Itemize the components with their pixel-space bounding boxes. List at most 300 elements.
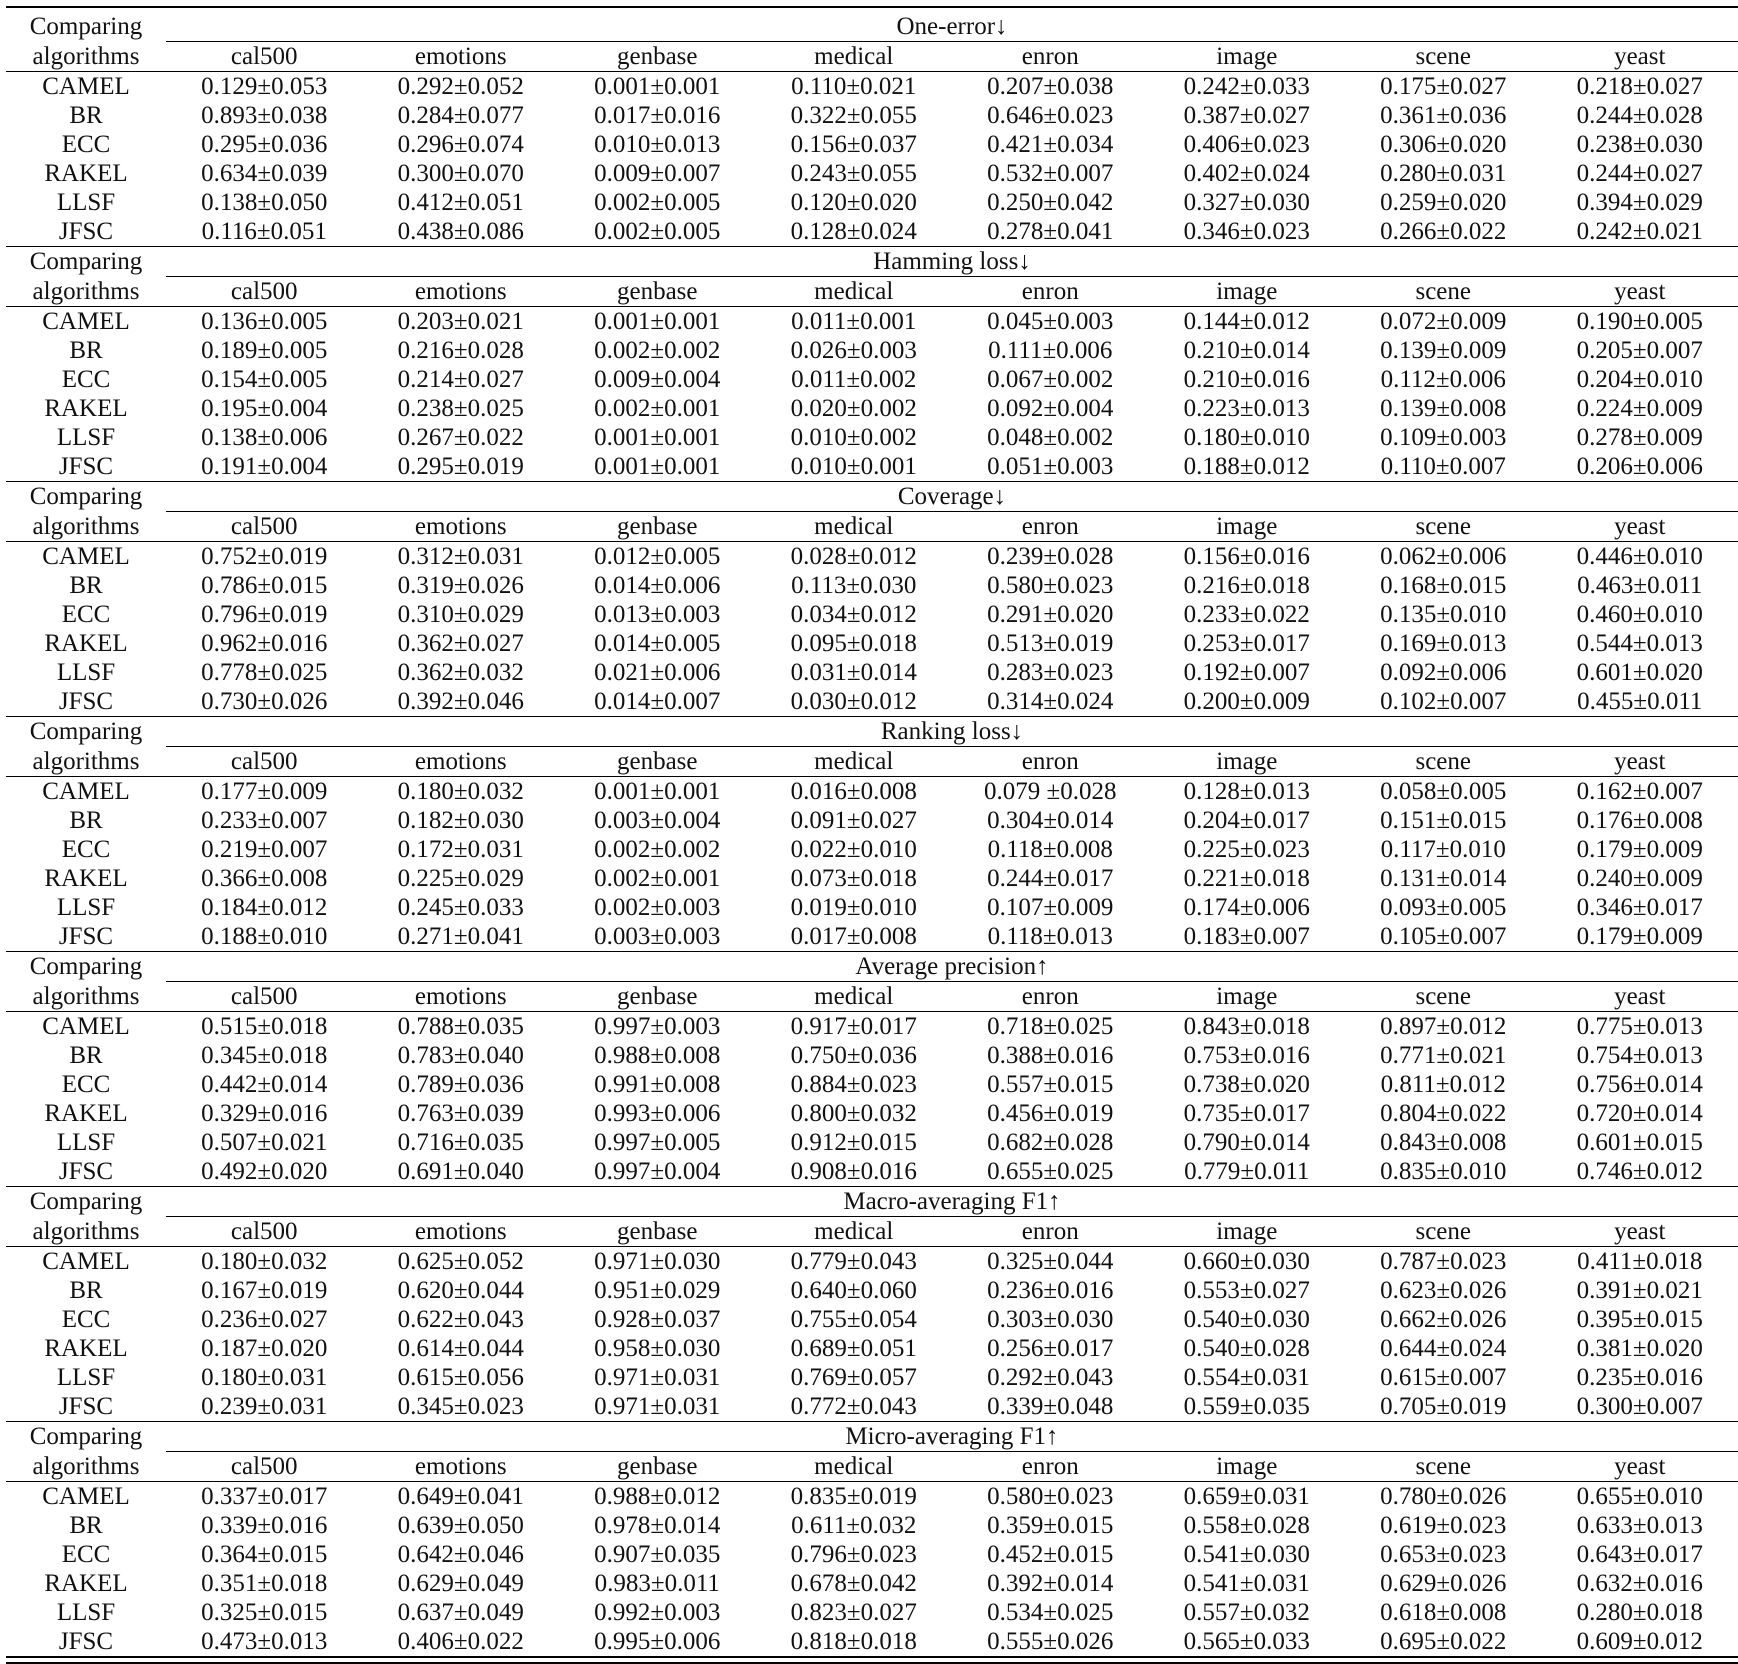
column-header-scene: scene [1345, 1452, 1542, 1482]
algorithm-name: RAKEL [6, 1099, 166, 1128]
result-cell: 0.789±0.036 [363, 1070, 560, 1099]
algorithm-name: ECC [6, 1070, 166, 1099]
result-cell: 0.188±0.012 [1149, 452, 1346, 482]
result-cell: 0.835±0.019 [756, 1482, 953, 1512]
algorithm-name: CAMEL [6, 542, 166, 572]
result-cell: 0.179±0.009 [1542, 835, 1738, 864]
result-cell: 0.011±0.002 [756, 365, 953, 394]
column-header-medical: medical [756, 42, 953, 72]
column-header-yeast: yeast [1542, 747, 1738, 777]
table-row [6, 1627, 1738, 1657]
result-cell: 0.292±0.043 [952, 1363, 1149, 1392]
table-row [6, 893, 1738, 922]
result-cell: 0.102±0.007 [1345, 687, 1542, 717]
result-cell: 0.003±0.004 [559, 806, 756, 835]
result-cell: 0.995±0.006 [559, 1627, 756, 1657]
column-header-emotions: emotions [363, 1452, 560, 1482]
result-cell: 0.017±0.016 [559, 101, 756, 130]
table-row [6, 452, 1738, 482]
table-row [6, 629, 1738, 658]
result-cell: 0.216±0.018 [1149, 571, 1346, 600]
algorithm-name: CAMEL [6, 1247, 166, 1277]
result-cell: 0.003±0.003 [559, 922, 756, 952]
table-row [6, 423, 1738, 452]
result-cell: 0.790±0.014 [1149, 1128, 1346, 1157]
result-cell: 0.756±0.014 [1542, 1070, 1738, 1099]
result-cell: 0.001±0.001 [559, 72, 756, 102]
result-cell: 0.329±0.016 [166, 1099, 363, 1128]
result-cell: 0.210±0.014 [1149, 336, 1346, 365]
result-cell: 0.233±0.007 [166, 806, 363, 835]
result-cell: 0.775±0.013 [1542, 1012, 1738, 1042]
table-row [6, 1276, 1738, 1305]
algorithm-name: RAKEL [6, 864, 166, 893]
result-cell: 0.991±0.008 [559, 1070, 756, 1099]
algorithm-name: BR [6, 571, 166, 600]
result-cell: 0.256±0.017 [952, 1334, 1149, 1363]
column-header-emotions: emotions [363, 512, 560, 542]
column-header-medical: medical [756, 982, 953, 1012]
result-cell: 0.366±0.008 [166, 864, 363, 893]
algorithm-name: LLSF [6, 423, 166, 452]
result-cell: 0.014±0.005 [559, 629, 756, 658]
result-cell: 0.541±0.031 [1149, 1569, 1346, 1598]
result-cell: 0.219±0.007 [166, 835, 363, 864]
result-cell: 0.312±0.031 [363, 542, 560, 572]
result-cell: 0.788±0.035 [363, 1012, 560, 1042]
result-cell: 0.243±0.055 [756, 159, 953, 188]
result-cell: 0.002±0.002 [559, 835, 756, 864]
result-cell: 0.623±0.026 [1345, 1276, 1542, 1305]
table-row [6, 188, 1738, 217]
result-cell: 0.513±0.019 [952, 629, 1149, 658]
column-header-cal500: cal500 [166, 747, 363, 777]
result-cell: 0.233±0.022 [1149, 600, 1346, 629]
result-cell: 0.271±0.041 [363, 922, 560, 952]
result-cell: 0.188±0.010 [166, 922, 363, 952]
result-cell: 0.244±0.028 [1542, 101, 1738, 130]
result-cell: 0.144±0.012 [1149, 307, 1346, 337]
result-cell: 0.184±0.012 [166, 893, 363, 922]
result-cell: 0.557±0.032 [1149, 1598, 1346, 1627]
result-cell: 0.362±0.027 [363, 629, 560, 658]
column-header-genbase: genbase [559, 1452, 756, 1482]
result-cell: 0.001±0.001 [559, 307, 756, 337]
result-cell: 0.339±0.016 [166, 1511, 363, 1540]
table-row [6, 864, 1738, 893]
result-cell: 0.292±0.052 [363, 72, 560, 102]
result-cell: 0.107±0.009 [952, 893, 1149, 922]
algorithm-name: BR [6, 336, 166, 365]
result-cell: 0.460±0.010 [1542, 600, 1738, 629]
result-cell: 0.391±0.021 [1542, 1276, 1738, 1305]
result-cell: 0.473±0.013 [166, 1627, 363, 1657]
result-cell: 0.730±0.026 [166, 687, 363, 717]
result-cell: 0.346±0.023 [1149, 217, 1346, 247]
column-header-scene: scene [1345, 747, 1542, 777]
result-cell: 0.893±0.038 [166, 101, 363, 130]
result-cell: 0.978±0.014 [559, 1511, 756, 1540]
result-cell: 0.002±0.005 [559, 188, 756, 217]
result-cell: 0.327±0.030 [1149, 188, 1346, 217]
result-cell: 0.804±0.022 [1345, 1099, 1542, 1128]
result-cell: 0.540±0.030 [1149, 1305, 1346, 1334]
algorithm-name: BR [6, 806, 166, 835]
result-cell: 0.783±0.040 [363, 1041, 560, 1070]
dataset-header-row [6, 1217, 1738, 1247]
result-cell: 0.619±0.023 [1345, 1511, 1542, 1540]
row-header-comparing: Comparing [6, 952, 166, 982]
result-cell: 0.662±0.026 [1345, 1305, 1542, 1334]
metric-header-row [6, 482, 1738, 512]
result-cell: 0.912±0.015 [756, 1128, 953, 1157]
result-cell: 0.177±0.009 [166, 777, 363, 807]
algorithm-name: LLSF [6, 1128, 166, 1157]
result-cell: 0.971±0.031 [559, 1392, 756, 1422]
table-row [6, 101, 1738, 130]
result-cell: 0.559±0.035 [1149, 1392, 1346, 1422]
result-cell: 0.129±0.053 [166, 72, 363, 102]
result-cell: 0.216±0.028 [363, 336, 560, 365]
result-cell: 0.682±0.028 [952, 1128, 1149, 1157]
column-header-emotions: emotions [363, 1217, 560, 1247]
table-row [6, 1128, 1738, 1157]
result-cell: 0.280±0.018 [1542, 1598, 1738, 1627]
column-header-cal500: cal500 [166, 512, 363, 542]
result-cell: 0.221±0.018 [1149, 864, 1346, 893]
algorithm-name: BR [6, 101, 166, 130]
table-row [6, 806, 1738, 835]
algorithm-name: LLSF [6, 658, 166, 687]
algorithm-name: JFSC [6, 922, 166, 952]
result-cell: 0.411±0.018 [1542, 1247, 1738, 1277]
result-cell: 0.337±0.017 [166, 1482, 363, 1512]
result-cell: 0.011±0.001 [756, 307, 953, 337]
column-header-enron: enron [952, 512, 1149, 542]
result-cell: 0.359±0.015 [952, 1511, 1149, 1540]
result-cell: 0.655±0.025 [952, 1157, 1149, 1187]
result-cell: 0.629±0.049 [363, 1569, 560, 1598]
metric-title: Micro-averaging F1↑ [166, 1422, 1738, 1452]
result-cell: 0.558±0.028 [1149, 1511, 1346, 1540]
row-header-comparing: Comparing [6, 1422, 166, 1452]
column-header-cal500: cal500 [166, 1452, 363, 1482]
result-cell: 0.110±0.021 [756, 72, 953, 102]
result-cell: 0.753±0.016 [1149, 1041, 1346, 1070]
column-header-enron: enron [952, 747, 1149, 777]
column-header-genbase: genbase [559, 512, 756, 542]
result-cell: 0.917±0.017 [756, 1012, 953, 1042]
metric-title: Coverage↓ [166, 482, 1738, 512]
result-cell: 0.002±0.001 [559, 394, 756, 423]
result-cell: 0.928±0.037 [559, 1305, 756, 1334]
result-cell: 0.073±0.018 [756, 864, 953, 893]
result-cell: 0.557±0.015 [952, 1070, 1149, 1099]
result-cell: 0.351±0.018 [166, 1569, 363, 1598]
result-cell: 0.997±0.004 [559, 1157, 756, 1187]
result-cell: 0.239±0.031 [166, 1392, 363, 1422]
result-cell: 0.319±0.026 [363, 571, 560, 600]
column-header-genbase: genbase [559, 982, 756, 1012]
result-cell: 0.206±0.006 [1542, 452, 1738, 482]
row-header-algorithms: algorithms [6, 982, 166, 1012]
result-cell: 0.580±0.023 [952, 1482, 1149, 1512]
result-cell: 0.204±0.010 [1542, 365, 1738, 394]
result-cell: 0.345±0.018 [166, 1041, 363, 1070]
column-header-medical: medical [756, 747, 953, 777]
column-header-enron: enron [952, 1217, 1149, 1247]
result-cell: 0.058±0.005 [1345, 777, 1542, 807]
result-cell: 0.238±0.030 [1542, 130, 1738, 159]
column-header-genbase: genbase [559, 277, 756, 307]
result-cell: 0.192±0.007 [1149, 658, 1346, 687]
algorithm-name: LLSF [6, 893, 166, 922]
result-cell: 0.779±0.011 [1149, 1157, 1346, 1187]
result-cell: 0.167±0.019 [166, 1276, 363, 1305]
result-cell: 0.755±0.054 [756, 1305, 953, 1334]
result-cell: 0.611±0.032 [756, 1511, 953, 1540]
result-cell: 0.346±0.017 [1542, 893, 1738, 922]
result-cell: 0.452±0.015 [952, 1540, 1149, 1569]
result-cell: 0.020±0.002 [756, 394, 953, 423]
result-cell: 0.110±0.007 [1345, 452, 1542, 482]
result-cell: 0.649±0.041 [363, 1482, 560, 1512]
result-cell: 0.646±0.023 [952, 101, 1149, 130]
table-row [6, 217, 1738, 247]
result-cell: 0.048±0.002 [952, 423, 1149, 452]
table-row [6, 1363, 1738, 1392]
result-cell: 0.540±0.028 [1149, 1334, 1346, 1363]
result-cell: 0.786±0.015 [166, 571, 363, 600]
table-row [6, 1511, 1738, 1540]
result-cell: 0.128±0.013 [1149, 777, 1346, 807]
result-cell: 0.067±0.002 [952, 365, 1149, 394]
result-cell: 0.381±0.020 [1542, 1334, 1738, 1363]
column-header-genbase: genbase [559, 747, 756, 777]
row-header-comparing: Comparing [6, 247, 166, 277]
result-cell: 0.629±0.026 [1345, 1569, 1542, 1598]
result-cell: 0.300±0.070 [363, 159, 560, 188]
result-cell: 0.442±0.014 [166, 1070, 363, 1099]
result-cell: 0.156±0.037 [756, 130, 953, 159]
result-cell: 0.388±0.016 [952, 1041, 1149, 1070]
result-cell: 0.156±0.016 [1149, 542, 1346, 572]
result-cell: 0.492±0.020 [166, 1157, 363, 1187]
result-cell: 0.601±0.020 [1542, 658, 1738, 687]
result-cell: 0.455±0.011 [1542, 687, 1738, 717]
result-cell: 0.240±0.009 [1542, 864, 1738, 893]
algorithm-name: RAKEL [6, 1569, 166, 1598]
column-header-medical: medical [756, 512, 953, 542]
result-cell: 0.394±0.029 [1542, 188, 1738, 217]
dataset-header-row [6, 277, 1738, 307]
algorithm-name: RAKEL [6, 1334, 166, 1363]
result-cell: 0.778±0.025 [166, 658, 363, 687]
table-row [6, 922, 1738, 952]
result-cell: 0.174±0.006 [1149, 893, 1346, 922]
column-header-medical: medical [756, 1217, 953, 1247]
result-cell: 0.278±0.041 [952, 217, 1149, 247]
result-cell: 0.303±0.030 [952, 1305, 1149, 1334]
result-cell: 0.095±0.018 [756, 629, 953, 658]
results-table-body [6, 7, 1738, 1664]
result-cell: 0.239±0.028 [952, 542, 1149, 572]
table-row [6, 1099, 1738, 1128]
result-cell: 0.180±0.031 [166, 1363, 363, 1392]
result-cell: 0.092±0.004 [952, 394, 1149, 423]
column-header-image: image [1149, 982, 1346, 1012]
table-row [6, 835, 1738, 864]
table-row [6, 658, 1738, 687]
algorithm-name: BR [6, 1041, 166, 1070]
result-cell: 0.325±0.044 [952, 1247, 1149, 1277]
algorithm-name: LLSF [6, 1363, 166, 1392]
result-cell: 0.028±0.012 [756, 542, 953, 572]
result-cell: 0.093±0.005 [1345, 893, 1542, 922]
row-header-algorithms: algorithms [6, 1217, 166, 1247]
column-header-emotions: emotions [363, 982, 560, 1012]
result-cell: 0.259±0.020 [1345, 188, 1542, 217]
result-cell: 0.105±0.007 [1345, 922, 1542, 952]
table-row [6, 1598, 1738, 1627]
result-cell: 0.406±0.022 [363, 1627, 560, 1657]
result-cell: 0.284±0.077 [363, 101, 560, 130]
result-cell: 0.884±0.023 [756, 1070, 953, 1099]
column-header-emotions: emotions [363, 747, 560, 777]
column-header-image: image [1149, 1452, 1346, 1482]
result-cell: 0.214±0.027 [363, 365, 560, 394]
algorithm-name: ECC [6, 835, 166, 864]
result-cell: 0.689±0.051 [756, 1334, 953, 1363]
result-cell: 0.278±0.009 [1542, 423, 1738, 452]
result-cell: 0.118±0.013 [952, 922, 1149, 952]
metric-title: One-error↓ [166, 12, 1738, 42]
result-cell: 0.507±0.021 [166, 1128, 363, 1157]
table-row [6, 1482, 1738, 1512]
algorithm-name: BR [6, 1276, 166, 1305]
table-row [6, 1305, 1738, 1334]
result-cell: 0.691±0.040 [363, 1157, 560, 1187]
result-cell: 0.660±0.030 [1149, 1247, 1346, 1277]
result-cell: 0.022±0.010 [756, 835, 953, 864]
result-cell: 0.001±0.001 [559, 452, 756, 482]
table-row [6, 600, 1738, 629]
algorithm-name: LLSF [6, 1598, 166, 1627]
result-cell: 0.180±0.010 [1149, 423, 1346, 452]
metric-title: Macro-averaging F1↑ [166, 1187, 1738, 1217]
table-row [6, 72, 1738, 102]
column-header-cal500: cal500 [166, 982, 363, 1012]
result-cell: 0.182±0.030 [363, 806, 560, 835]
result-cell: 0.012±0.005 [559, 542, 756, 572]
table-row [6, 159, 1738, 188]
result-cell: 0.131±0.014 [1345, 864, 1542, 893]
result-cell: 0.191±0.004 [166, 452, 363, 482]
result-cell: 0.207±0.038 [952, 72, 1149, 102]
result-cell: 0.111±0.006 [952, 336, 1149, 365]
result-cell: 0.632±0.016 [1542, 1569, 1738, 1598]
result-cell: 0.135±0.010 [1345, 600, 1542, 629]
table-row [6, 394, 1738, 423]
results-table [6, 6, 1738, 1664]
column-header-genbase: genbase [559, 42, 756, 72]
column-header-scene: scene [1345, 982, 1542, 1012]
table-row [6, 365, 1738, 394]
result-cell: 0.555±0.026 [952, 1627, 1149, 1657]
algorithm-name: RAKEL [6, 159, 166, 188]
result-cell: 0.016±0.008 [756, 777, 953, 807]
result-cell: 0.109±0.003 [1345, 423, 1542, 452]
result-cell: 0.009±0.004 [559, 365, 756, 394]
algorithm-name: JFSC [6, 687, 166, 717]
result-cell: 0.168±0.015 [1345, 571, 1542, 600]
table-row [6, 307, 1738, 337]
column-header-yeast: yeast [1542, 42, 1738, 72]
result-cell: 0.615±0.007 [1345, 1363, 1542, 1392]
result-cell: 0.402±0.024 [1149, 159, 1346, 188]
result-cell: 0.026±0.003 [756, 336, 953, 365]
table-row [6, 1569, 1738, 1598]
result-cell: 0.031±0.014 [756, 658, 953, 687]
result-cell: 0.112±0.006 [1345, 365, 1542, 394]
column-header-emotions: emotions [363, 277, 560, 307]
result-cell: 0.009±0.007 [559, 159, 756, 188]
result-cell: 0.180±0.032 [363, 777, 560, 807]
result-cell: 0.242±0.033 [1149, 72, 1346, 102]
column-header-scene: scene [1345, 277, 1542, 307]
result-cell: 0.796±0.019 [166, 600, 363, 629]
result-cell: 0.752±0.019 [166, 542, 363, 572]
result-cell: 0.187±0.020 [166, 1334, 363, 1363]
result-cell: 0.771±0.021 [1345, 1041, 1542, 1070]
result-cell: 0.314±0.024 [952, 687, 1149, 717]
result-cell: 0.210±0.016 [1149, 365, 1346, 394]
result-cell: 0.640±0.060 [756, 1276, 953, 1305]
result-cell: 0.769±0.057 [756, 1363, 953, 1392]
result-cell: 0.280±0.031 [1345, 159, 1542, 188]
result-cell: 0.988±0.012 [559, 1482, 756, 1512]
result-cell: 0.236±0.027 [166, 1305, 363, 1334]
result-cell: 0.412±0.051 [363, 188, 560, 217]
result-cell: 0.779±0.043 [756, 1247, 953, 1277]
result-cell: 0.364±0.015 [166, 1540, 363, 1569]
result-cell: 0.678±0.042 [756, 1569, 953, 1598]
result-cell: 0.183±0.007 [1149, 922, 1346, 952]
column-header-enron: enron [952, 42, 1149, 72]
result-cell: 0.051±0.003 [952, 452, 1149, 482]
result-cell: 0.339±0.048 [952, 1392, 1149, 1422]
table-row [6, 777, 1738, 807]
result-cell: 0.907±0.035 [559, 1540, 756, 1569]
column-header-cal500: cal500 [166, 42, 363, 72]
result-cell: 0.091±0.027 [756, 806, 953, 835]
table-row [6, 542, 1738, 572]
algorithm-name: ECC [6, 365, 166, 394]
result-cell: 0.013±0.003 [559, 600, 756, 629]
column-header-yeast: yeast [1542, 512, 1738, 542]
result-cell: 0.772±0.043 [756, 1392, 953, 1422]
algorithm-name: CAMEL [6, 1482, 166, 1512]
result-cell: 0.225±0.029 [363, 864, 560, 893]
result-cell: 0.295±0.036 [166, 130, 363, 159]
result-cell: 0.117±0.010 [1345, 835, 1542, 864]
dataset-header-row [6, 42, 1738, 72]
column-header-image: image [1149, 42, 1346, 72]
result-cell: 0.639±0.050 [363, 1511, 560, 1540]
result-cell: 0.392±0.046 [363, 687, 560, 717]
result-cell: 0.908±0.016 [756, 1157, 953, 1187]
result-cell: 0.283±0.023 [952, 658, 1149, 687]
